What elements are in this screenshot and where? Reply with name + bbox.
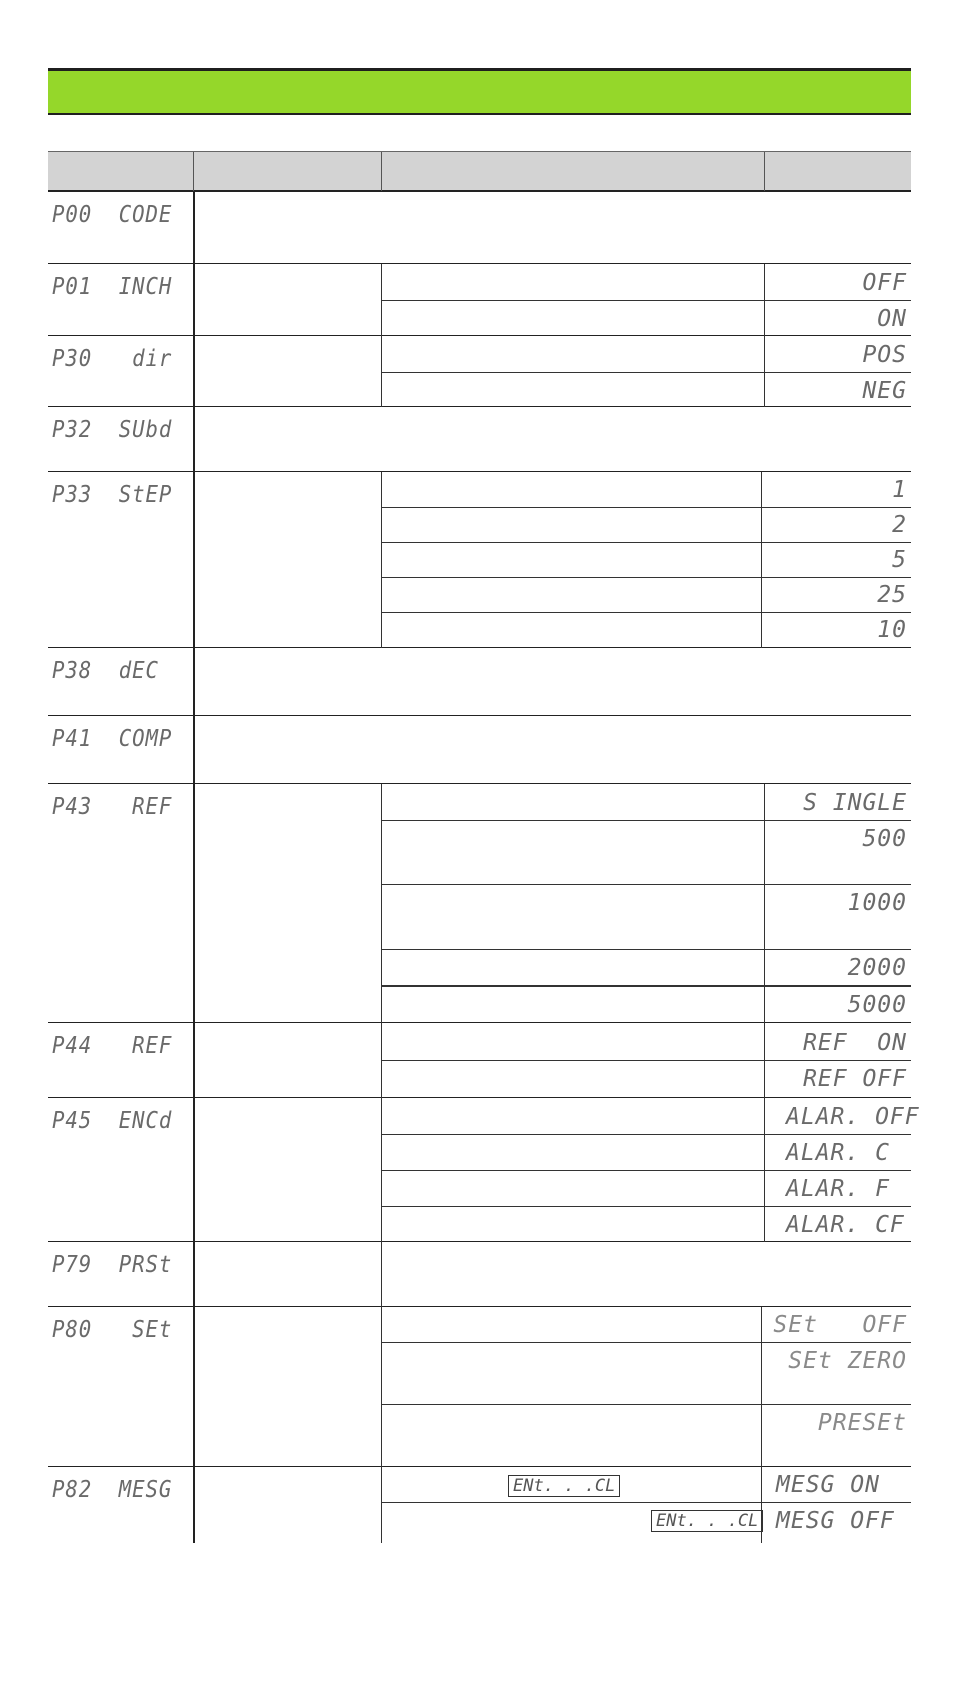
param-value: 2000 xyxy=(847,955,907,981)
header-divider xyxy=(193,152,194,191)
table-row xyxy=(48,1098,920,1242)
table-row xyxy=(48,192,911,264)
key-sequence: ENt. . .CL xyxy=(508,1475,620,1497)
param-value: OFF xyxy=(862,270,907,296)
table-row xyxy=(48,336,911,407)
column-divider xyxy=(193,1098,195,1242)
table-row xyxy=(48,407,911,472)
section-banner xyxy=(48,68,911,115)
key-sequence: ENt. . .CL xyxy=(651,1510,763,1532)
column-divider xyxy=(193,1307,195,1467)
row-divider xyxy=(381,1342,911,1343)
row-divider xyxy=(381,372,911,373)
row-divider xyxy=(381,1206,911,1207)
table-row xyxy=(48,648,911,716)
param-code: P80 SEt xyxy=(52,1317,173,1343)
row-divider xyxy=(381,1502,911,1503)
param-value: PRESEt xyxy=(817,1410,907,1436)
column-divider xyxy=(381,472,382,648)
param-value: 10 xyxy=(877,617,907,643)
param-value: 2 xyxy=(892,512,907,538)
column-divider xyxy=(193,472,195,648)
param-code: P41 COMP xyxy=(52,726,173,752)
row-divider xyxy=(381,542,911,543)
param-value: ALAR. C xyxy=(786,1140,890,1166)
param-value: POS xyxy=(862,342,907,368)
param-value: REF OFF xyxy=(803,1066,907,1092)
row-divider xyxy=(381,1134,911,1135)
row-divider xyxy=(381,1170,911,1171)
column-divider xyxy=(193,1242,195,1307)
param-code: P82 MESG xyxy=(52,1477,173,1503)
column-divider xyxy=(761,1307,762,1467)
column-divider xyxy=(193,716,195,784)
table-row xyxy=(48,716,911,784)
param-code: P32 SUbd xyxy=(52,417,173,443)
column-divider xyxy=(193,192,195,264)
param-code: P01 INCH xyxy=(52,274,173,300)
table-header xyxy=(48,151,911,192)
param-value: SEt OFF xyxy=(773,1312,907,1338)
column-divider xyxy=(193,1467,195,1543)
row-divider xyxy=(381,949,911,950)
param-value: 1 xyxy=(892,477,907,503)
table-row xyxy=(48,264,911,336)
param-value: ALAR. CF xyxy=(786,1212,905,1238)
row-divider xyxy=(381,612,911,613)
table-row xyxy=(48,1307,911,1467)
param-value: ON xyxy=(877,306,907,332)
param-code: P00 CODE xyxy=(52,202,173,228)
table-row xyxy=(48,1242,911,1307)
row-divider xyxy=(381,577,911,578)
column-divider xyxy=(381,1242,382,1307)
table-row xyxy=(48,1467,911,1543)
param-code: P43 REF xyxy=(52,794,173,820)
row-divider xyxy=(381,884,911,885)
param-value: 1000 xyxy=(847,890,907,916)
table-row xyxy=(48,1023,911,1098)
row-divider xyxy=(381,820,911,821)
row-divider xyxy=(381,300,911,301)
param-value: ALAR. F xyxy=(786,1176,890,1202)
column-divider xyxy=(193,648,195,716)
row-divider xyxy=(381,1404,911,1405)
param-value: 5000 xyxy=(847,992,907,1018)
column-divider xyxy=(381,1307,382,1467)
param-value: S INGLE xyxy=(803,790,907,816)
table-row xyxy=(48,784,911,1023)
param-code: P45 ENCd xyxy=(52,1108,173,1134)
param-value: 25 xyxy=(877,582,907,608)
param-code: P44 REF xyxy=(52,1033,173,1059)
column-divider xyxy=(193,784,195,1023)
param-value: MESG OFF xyxy=(776,1508,895,1534)
column-divider xyxy=(193,336,195,407)
param-value: NEG xyxy=(862,378,907,404)
param-value: ALAR. OFF xyxy=(786,1104,920,1130)
param-code: P79 PRSt xyxy=(52,1252,173,1278)
column-divider xyxy=(381,1467,382,1543)
param-value: SEt ZERO xyxy=(788,1348,907,1374)
param-value: REF ON xyxy=(803,1030,907,1056)
param-code: P30 dir xyxy=(52,346,173,372)
header-divider xyxy=(764,152,765,191)
table-row xyxy=(48,472,911,648)
row-divider xyxy=(381,985,911,987)
param-code: P33 StEP xyxy=(52,482,173,508)
param-value: 500 xyxy=(862,826,907,852)
column-divider xyxy=(193,1023,195,1098)
column-divider xyxy=(193,407,195,472)
param-value: 5 xyxy=(892,547,907,573)
param-code: P38 dEC xyxy=(52,658,159,684)
column-divider xyxy=(193,264,195,336)
row-divider xyxy=(381,1060,911,1061)
row-divider xyxy=(381,507,911,508)
header-divider xyxy=(381,152,382,191)
param-value: MESG ON xyxy=(776,1472,880,1498)
column-divider xyxy=(761,472,762,648)
